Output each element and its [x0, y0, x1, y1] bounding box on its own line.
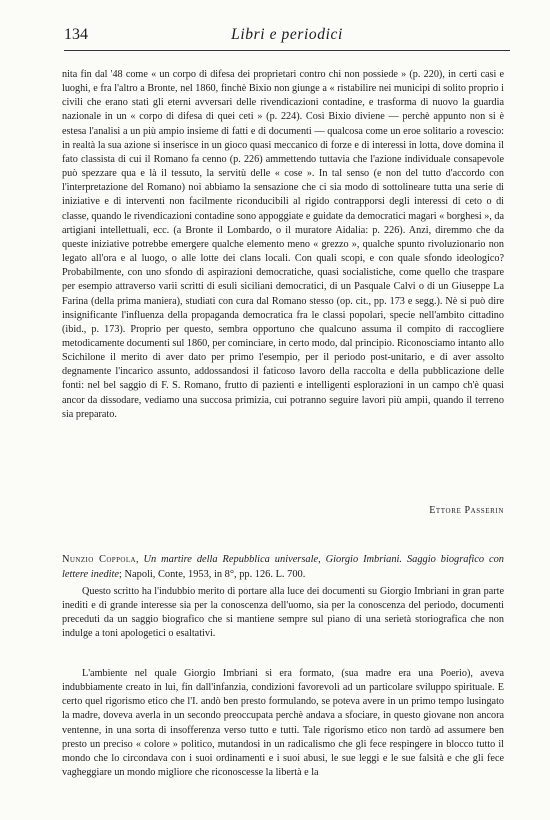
bibliographic-entry: Nunzio Coppola, Un martire della Repubblica universale, Giorgio Imbriani. Saggio biografico con lettere inedite; Napoli, Conte, 1953, in 8°, pp. 126. L. 700. — [62, 554, 504, 580]
review-heading — [62, 553, 504, 582]
page-header — [64, 26, 510, 48]
review-book-title: Un martire della Repubblica universale, Giorgio Imbriani. Saggio biografico con lettere inedite — [62, 554, 504, 580]
continued-review-text — [62, 68, 504, 422]
running-title: Libri e periodici — [231, 26, 343, 43]
review-signature: Ettore Passerin — [429, 505, 504, 516]
review-paragraph-1 — [62, 585, 504, 642]
page-number: 134 — [64, 26, 88, 43]
body-paragraph: nita fin dal '48 come « un corpo di difesa dei proprietari contro chi non possiede » (p. 220), in certi casi e luoghi, e fra l'altro a Bronte, nel 1860, finchè Bixio non giunge a « ristabilire nei municipi di solito proprio i civili che erano stati gli eterni avversari delle rivendicazioni contadine, e trasforma di nuovo la guardia nazionale in un « corpo di difesa di quei ceti » (p. 224). Così Bixio diviene — perchè appunto non si è estesa l'analisi a un più ampio insieme di fatti e di documenti — qualcosa come un eroe solitario a rovescio: in realtà la sua azione si inserisce in un gioco quasi meccanico di forze e di interessi in lotta, dove domina il fato classista di cui il Romano fa cenno (p. 226) ammettendo tuttavia che l'azione individuale consapevole può spezzare qua e là il tessuto, la servitù delle « cose ». In tal senso (e non del tutto d'accordo con l'interpretazione del Romano) noi abbiamo la sensazione che ci sia modo di sottolineare tutta una serie di iniziative e di interventi non facilmente riconducibili al rigido contrapporsi degli interessi di ceto o di classe, quando le rivendicazioni contadine sono appoggiate e guidate da democratici magari « borghesi », da artigiani intellettuali, ecc. (a Bronte il Lombardo, o il muratore Aidalia: p. 226). Anzi, diremmo che da queste iniziative potrebbe emergere qualche elemento meno « grezzo », qualche spunto rivoluzionario non legato all'ora e al luogo, o alle lotte dei clans locali. Con quali scopi, e con quale sfondo ideologico? Probabilmente, con uno sfondo di aspirazioni democratiche, quasi socialistiche, come quello che traspare per esempio attraverso varii scritti di esuli siciliani democratici, di un Pasquale Calvi o di un Giuseppe La Farina (della prima maniera), studiati con cura dal Romano stesso (op. cit., pp. 173 e segg.). Nè si può dire insignificante l'influenza della propaganda democratica fra le classi popolari, specie nell'ambito cittadino (ibid., p. 173). Proprio per questo, sembra opportuno che qualcuno assuma il compito di raccogliere metodicamente documenti sul 1860, per cominciare, in certo modo, dal principio. Riconosciamo intanto allo Scichilone il merito di aver dato per primo l'esempio, per il periodo post-unitario, e di aver assolto degnamente l'incarico assunto, addossandosi il faticoso lavoro della raccolta e della pubblicazione delle fonti: nel bel saggio di F. S. Romano, frutto di pazienti e intelligenti esplorazioni in un campo ch'è quasi ancor da dissodare, vediamo una succosa primizia, cui potranno seguire lavori più ampii, quando il terreno sia preparato. — [62, 69, 504, 420]
header-rule — [64, 50, 510, 51]
body-paragraph: L'ambiente nel quale Giorgio Imbriani si era formato, (sua madre era una Poerio), aveva indubbiamente creato in lui, fin dall'infanzia, condizioni favorevoli ad un particolare sviluppo spirituale. E certo quel rigorismo etico che l'I. andò ben presto formulando, se poteva avere in un primo tempo lusingato la madre, doveva averla in un secondo preoccupata perchè andava a sfociare, in questo giovane non ancora ventenne, in una sorta di insofferenza verso tutto e tutti. Tale rigorismo etico non tardò ad assumere ben presto un preciso « colore » politico, mutandosi in un radicalismo che gli fece respingere in blocco tutto il mondo che lo circondava con i suoi ordinamenti e i suoi abusi, le sue leggi e le sue falsità e che gli fece vagheggiare un mondo migliore che riconoscesse la libertà e la — [62, 668, 504, 779]
review-paragraph-2 — [62, 667, 504, 780]
review-author: Nunzio Coppola — [62, 554, 136, 565]
review-publication: ; Napoli, Conte, 1953, in 8°, pp. 126. L. 700. — [119, 568, 306, 580]
body-paragraph: Questo scritto ha l'indubbio merito di portare alla luce dei documenti su Giorgio Imbriani in gran parte inediti e di grande interesse sia per la conoscenza dell'uomo, sia per la conoscenza del periodo, documenti preceduti da un saggio biografico che si mantiene sempre sul piano di una serietà storiografica che non indulge a toni apologetici o esaltativi. — [62, 586, 504, 640]
